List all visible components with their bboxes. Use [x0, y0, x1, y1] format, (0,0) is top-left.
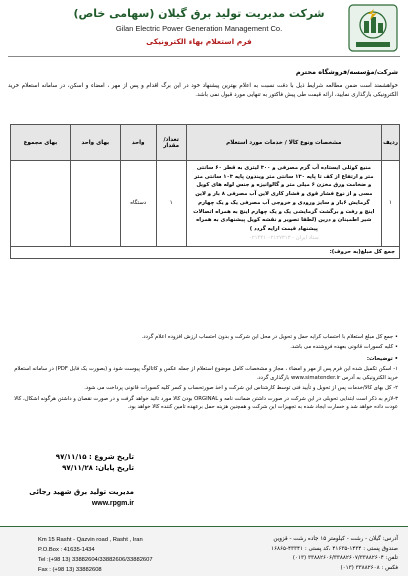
- note-bullet-2: • کلیه کسورات قانونی بعهده فروشنده می باشد.: [290, 344, 398, 351]
- footer-address-fa: [218, 535, 398, 573]
- inquiry-table: [10, 124, 400, 259]
- intro-paragraph: خواهشمند است ضمن مطالعه شرایط ذیل با دقت نسبت به اعلام بهترین پیشنهاد خود در این برگ اقدام و پس از مهر ، امضاء و اسکن، در سامانه استعلام خرید الکترونیکی بارگذاری نمایید، ارائه قیمت طی پیش فاکتور به تنهایی مورد قبول نمی باشد.: [8, 83, 398, 98]
- sum-row: [11, 246, 400, 258]
- quantity-cell: ۱: [156, 161, 186, 247]
- setad-watermark: ستاد ایران - ۰۲۱۲۷۳۱۳ ۰۲۱۴۴۱: [248, 234, 319, 241]
- footer-en-line: P.O.Box : 41635-1434: [38, 547, 95, 554]
- sum-in-words-field[interactable]: جمع کل مبلغ(به حروف):: [11, 246, 400, 258]
- recipient-line: شرکت/مؤسسه/فروشگاه محترم: [295, 68, 398, 76]
- row-number-cell: ۱: [382, 161, 400, 247]
- company-logo-icon: [348, 4, 398, 52]
- notes-section: [8, 333, 398, 414]
- company-name-en: Gilan Electric Power Generation Management Co.: [115, 24, 283, 33]
- item-description-cell: [186, 161, 381, 247]
- header-description: مشخصات ونوع کالا / خدمات مورد استعلام: [186, 125, 381, 161]
- header-row-number: ردیف: [382, 125, 400, 161]
- company-name-fa: شرکت مدیریت تولید برق گیلان (سهامی خاص): [73, 7, 325, 20]
- header-total-price: بهای مجموع: [11, 125, 71, 161]
- explanation-item-1: ۱- اسکن تکمیل شده این فرم پس از مهر و امضاء ، مجاز و مشخصات کامل موضوع استعلام از جمله عکس و کاتالوگ پیوست شود و (بصورت یک فایل PDF) در سامانه استعلام خرید الکترونیکی به آدرس www.simatender.ir بارگذاری گردد.: [14, 366, 398, 381]
- explanation-item-2: ۲- کل بهای کالا/خدمات پس از تحویل و تأیید فنی توسط کارشناس این شرکت و اخذ صورتحساب و کسر کلیه کسورات قانونی پرداخت می شود.: [84, 385, 398, 392]
- page-footer: [0, 526, 408, 576]
- header-unit: واحد: [120, 125, 156, 161]
- footer-en-line: Fax : (+98 13) 33882608: [38, 567, 102, 574]
- footer-address-en: [38, 535, 153, 576]
- note-bullet-1: • جمع کل مبلغ استعلام با احتساب کرایه حمل و تحویل در محل این شرکت و بدون احتساب ارزش افزوده اعلام گردد.: [141, 334, 398, 340]
- end-date: تاریخ پایان: ۹۷/۱۱/۲۸: [62, 464, 134, 473]
- explanation-item-3: ۳-لازم به ذکر است ابتدایی تحویلی در این شرکت در صورت داشتن ضمانت نامه و ORGINAL بودن کالا مورد تائید خواهد گرفت و در صورت نقصان و داشتن هرگونه اشکال، کالا عودت داده خواهد شد و خسارت ایجاد شده به تجهیزات این شرکت و همچنین هزینه حمل برعهده تامین کننده کالا خواهد بود.: [14, 395, 398, 411]
- footer-en-line: Km 15 Rasht - Qazvin road , Rasht , Iran: [38, 537, 143, 543]
- footer-fa-line: فکس : ۳۳۸۸۲۶۰۸ (۰۱۳): [340, 564, 398, 571]
- item-description-text: منبع کوئلی ایستاده آب گرم مصرفی و ۳۰۰ لیتری به قطر ۶۰ سانتی متر و ارتفاع از کف تا پایه ۱۳۰ سانتی متر ویندون پایه ۱۰۳ سانتی متر و ضخامت ورق مخزن ۶ میلی متر و گالوانیزه و جنس لوله های کویل مسی و از نوع فشار قوی و فشار کاری لاین آب مصرفی ۸ بار و لاین گرمایش ۶بار و سایز ورودی و خروجی آب مصرفی یک و یک چهارم اینچ و رفت و برگشت گرمایشی یک و یک چهارم اینچ به همراه اتصالات شیر اطمینان و درین (لطفا تصویر و نقشه کویل پیشنهادی به همراه پیشنهاد قیمت ارایه گردد ): [193, 165, 375, 233]
- signature-block: مدیریت تولید برق شهید رجائی: [29, 488, 134, 496]
- document-header: [0, 0, 408, 58]
- unit-price-cell[interactable]: [70, 161, 120, 247]
- explanations-title: • توضیحات:: [366, 355, 398, 362]
- dates-block: [14, 452, 134, 474]
- header-quantity: تعداد/مقدار: [156, 125, 186, 161]
- footer-en-line: Tel :(+98 13) 33882604/33882606/33882607: [38, 557, 153, 564]
- form-title: فرم استعلام بهاء الکترونیکی: [146, 37, 252, 46]
- table-header-row: [11, 125, 400, 161]
- footer-fa-line: تلفن: ۳۳۸۸۲۶۰۶/۳۳۸۸۲۶۰۷/۳۳۸۸۲۶۰۴ (۰۱۳): [292, 555, 398, 561]
- total-price-cell[interactable]: [11, 161, 71, 247]
- footer-fa-line: صندوق پستی : ۱۴۳۴-۴۱۶۳۵ ،کد پستی : ۴۳۳۴۱-۱۶۸۶۵: [270, 545, 398, 552]
- start-date: تاریخ شروع : ۹۷/۱۱/۱۵: [55, 453, 134, 461]
- footer-fa-line: آدرس: گیلان - رشت - کیلومتر ۱۵ جاده رشت - قزوین: [273, 536, 398, 542]
- header-divider: [8, 56, 400, 57]
- unit-cell: دستگاه: [120, 161, 156, 247]
- header-unit-price: بهای واحد: [70, 125, 120, 161]
- table-row: [11, 161, 400, 247]
- website-link[interactable]: www.rpgm.ir: [91, 500, 134, 507]
